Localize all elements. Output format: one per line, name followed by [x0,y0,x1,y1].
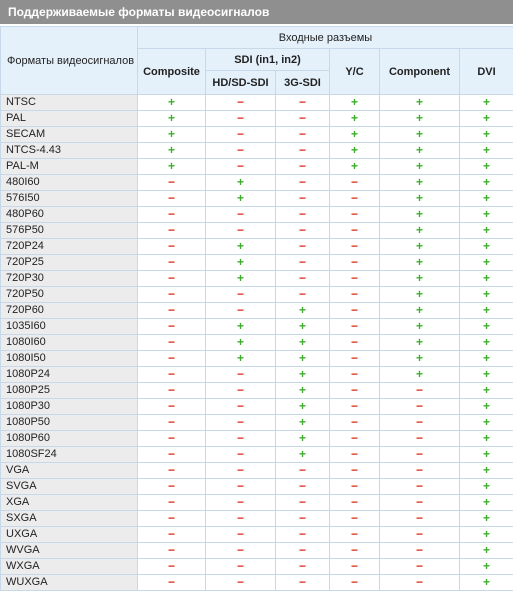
dvi-support-cell: + [460,207,513,223]
format-name: NTSC [1,95,138,111]
hd-sd-sdi-support-cell: − [206,95,276,111]
dvi-support-cell: + [460,287,513,303]
hd-sd-sdi-support-cell: + [206,191,276,207]
table-row [1,207,513,223]
composite-support-cell: − [138,575,206,591]
component-support-cell: + [380,175,460,191]
component-support-cell: + [380,159,460,175]
format-name: WXGA [1,559,138,575]
yc-support-cell: − [330,495,380,511]
input-connectors-header: Входные разъемы [138,27,513,49]
component-support-cell: + [380,335,460,351]
3g-sdi-support-cell: − [276,159,330,175]
component-support-cell: − [380,479,460,495]
dvi-support-cell: + [460,559,513,575]
3g-sdi-support-cell: + [276,303,330,319]
composite-support-cell: − [138,207,206,223]
composite-support-cell: − [138,559,206,575]
component-support-cell: − [380,447,460,463]
table-row [1,255,513,271]
hd-sd-sdi-support-cell: − [206,527,276,543]
format-name: PAL-M [1,159,138,175]
hd-sd-sdi-support-cell: − [206,287,276,303]
3g-sdi-support-cell: + [276,447,330,463]
yc-support-cell: − [330,191,380,207]
dvi-support-cell: + [460,271,513,287]
yc-support-cell: − [330,431,380,447]
composite-header: Composite [138,49,206,95]
component-support-cell: + [380,207,460,223]
dvi-support-cell: + [460,127,513,143]
format-name: SVGA [1,479,138,495]
table-row [1,111,513,127]
composite-support-cell: − [138,463,206,479]
table-row [1,95,513,111]
dvi-support-cell: + [460,543,513,559]
table-row [1,463,513,479]
3g-sdi-support-cell: − [276,111,330,127]
component-support-cell: − [380,399,460,415]
dvi-support-cell: + [460,463,513,479]
hd-sd-sdi-support-cell: + [206,239,276,255]
yc-support-cell: + [330,127,380,143]
hd-sd-sdi-support-cell: − [206,495,276,511]
yc-support-cell: − [330,479,380,495]
format-name: SECAM [1,127,138,143]
yc-support-cell: − [330,239,380,255]
table-row [1,399,513,415]
dvi-support-cell: + [460,495,513,511]
table-body [1,95,513,591]
composite-support-cell: − [138,287,206,303]
hd-sd-sdi-support-cell: − [206,463,276,479]
3g-sdi-support-cell: + [276,319,330,335]
yc-support-cell: − [330,543,380,559]
table-row [1,479,513,495]
format-name: 576I50 [1,191,138,207]
composite-support-cell: − [138,495,206,511]
format-name: 576P50 [1,223,138,239]
3g-sdi-support-cell: − [276,527,330,543]
hd-sd-sdi-support-cell: + [206,271,276,287]
hd-sd-sdi-support-cell: + [206,335,276,351]
hd-sd-sdi-support-cell: − [206,575,276,591]
3g-sdi-header: 3G-SDI [276,71,330,95]
format-name: 1080I60 [1,335,138,351]
component-support-cell: + [380,287,460,303]
hd-sd-sdi-support-cell: − [206,543,276,559]
3g-sdi-support-cell: − [276,255,330,271]
table-row [1,431,513,447]
3g-sdi-support-cell: − [276,223,330,239]
3g-sdi-support-cell: + [276,335,330,351]
format-name: XGA [1,495,138,511]
format-name: 1080I50 [1,351,138,367]
yc-support-cell: − [330,175,380,191]
format-name: 1035I60 [1,319,138,335]
component-support-cell: − [380,511,460,527]
yc-support-cell: − [330,303,380,319]
format-name: 1080SF24 [1,447,138,463]
yc-support-cell: − [330,319,380,335]
hd-sd-sdi-support-cell: − [206,143,276,159]
composite-support-cell: − [138,175,206,191]
composite-support-cell: − [138,543,206,559]
composite-support-cell: − [138,399,206,415]
yc-support-cell: + [330,95,380,111]
format-name: 720P30 [1,271,138,287]
dvi-support-cell: + [460,447,513,463]
table-row [1,447,513,463]
composite-support-cell: − [138,255,206,271]
hd-sd-sdi-support-cell: − [206,559,276,575]
yc-support-cell: − [330,383,380,399]
composite-support-cell: − [138,303,206,319]
composite-support-cell: − [138,239,206,255]
table-row [1,191,513,207]
dvi-support-cell: + [460,511,513,527]
format-name: VGA [1,463,138,479]
dvi-support-cell: + [460,431,513,447]
component-support-cell: − [380,527,460,543]
composite-support-cell: + [138,143,206,159]
dvi-support-cell: + [460,415,513,431]
3g-sdi-support-cell: − [276,495,330,511]
format-name: 480P60 [1,207,138,223]
yc-support-cell: − [330,271,380,287]
format-name: 1080P30 [1,399,138,415]
composite-support-cell: − [138,447,206,463]
component-support-cell: + [380,143,460,159]
yc-support-cell: − [330,207,380,223]
composite-support-cell: − [138,335,206,351]
format-name: 1080P60 [1,431,138,447]
table-row [1,239,513,255]
yc-support-cell: − [330,255,380,271]
yc-support-cell: − [330,399,380,415]
3g-sdi-support-cell: − [276,239,330,255]
3g-sdi-support-cell: − [276,479,330,495]
format-name: NTCS-4.43 [1,143,138,159]
video-formats-table [0,26,513,591]
3g-sdi-support-cell: + [276,383,330,399]
table-row [1,383,513,399]
table-row [1,223,513,239]
hd-sd-sdi-support-cell: − [206,511,276,527]
component-support-cell: + [380,191,460,207]
table-row [1,367,513,383]
dvi-support-cell: + [460,335,513,351]
hd-sd-sdi-support-cell: − [206,415,276,431]
composite-support-cell: − [138,527,206,543]
composite-support-cell: + [138,95,206,111]
format-name: 720P50 [1,287,138,303]
composite-support-cell: − [138,191,206,207]
hd-sd-sdi-support-cell: − [206,303,276,319]
table-row [1,127,513,143]
hd-sd-sdi-support-cell: − [206,447,276,463]
hd-sd-sdi-support-cell: + [206,319,276,335]
component-support-cell: + [380,351,460,367]
dvi-support-cell: + [460,191,513,207]
yc-support-cell: − [330,511,380,527]
hd-sd-sdi-support-cell: − [206,127,276,143]
table-row [1,415,513,431]
format-name: 1080P25 [1,383,138,399]
3g-sdi-support-cell: − [276,559,330,575]
table-row [1,559,513,575]
3g-sdi-support-cell: − [276,207,330,223]
format-name: UXGA [1,527,138,543]
3g-sdi-support-cell: + [276,367,330,383]
hd-sd-sdi-support-cell: + [206,255,276,271]
yc-header: Y/C [330,49,380,95]
component-support-cell: + [380,95,460,111]
component-support-cell: + [380,367,460,383]
dvi-header: DVI [460,49,513,95]
3g-sdi-support-cell: + [276,415,330,431]
composite-support-cell: − [138,319,206,335]
3g-sdi-support-cell: + [276,399,330,415]
3g-sdi-support-cell: − [276,191,330,207]
table-row [1,319,513,335]
component-support-cell: − [380,383,460,399]
component-support-cell: − [380,415,460,431]
3g-sdi-support-cell: − [276,271,330,287]
table-row [1,575,513,591]
yc-support-cell: − [330,447,380,463]
3g-sdi-support-cell: − [276,511,330,527]
hd-sd-sdi-support-cell: + [206,175,276,191]
dvi-support-cell: + [460,383,513,399]
hd-sd-sdi-support-cell: − [206,367,276,383]
dvi-support-cell: + [460,95,513,111]
format-name: PAL [1,111,138,127]
3g-sdi-support-cell: − [276,463,330,479]
format-name: WUXGA [1,575,138,591]
dvi-support-cell: + [460,239,513,255]
table-row [1,527,513,543]
format-name: 1080P50 [1,415,138,431]
composite-support-cell: − [138,351,206,367]
composite-support-cell: − [138,383,206,399]
component-support-cell: − [380,463,460,479]
format-name: 720P24 [1,239,138,255]
table-row [1,159,513,175]
dvi-support-cell: + [460,575,513,591]
yc-support-cell: + [330,159,380,175]
3g-sdi-support-cell: + [276,351,330,367]
hd-sd-sdi-support-cell: − [206,111,276,127]
table-row [1,175,513,191]
component-support-cell: + [380,319,460,335]
3g-sdi-support-cell: − [276,287,330,303]
hd-sd-sdi-support-cell: − [206,479,276,495]
table-row [1,495,513,511]
format-name: WVGA [1,543,138,559]
hd-sd-sdi-support-cell: − [206,431,276,447]
format-name: 480I60 [1,175,138,191]
composite-support-cell: − [138,479,206,495]
composite-support-cell: − [138,271,206,287]
hd-sd-sdi-support-cell: + [206,351,276,367]
composite-support-cell: + [138,159,206,175]
component-support-cell: + [380,223,460,239]
dvi-support-cell: + [460,255,513,271]
component-support-cell: − [380,431,460,447]
dvi-support-cell: + [460,303,513,319]
component-support-cell: − [380,559,460,575]
dvi-support-cell: + [460,223,513,239]
table-row [1,351,513,367]
dvi-support-cell: + [460,111,513,127]
3g-sdi-support-cell: − [276,575,330,591]
hd-sd-sdi-header: HD/SD-SDI [206,71,276,95]
yc-support-cell: − [330,335,380,351]
3g-sdi-support-cell: − [276,143,330,159]
composite-support-cell: − [138,223,206,239]
component-support-cell: + [380,255,460,271]
sdi-header: SDI (in1, in2) [206,49,330,71]
component-support-cell: + [380,111,460,127]
hd-sd-sdi-support-cell: − [206,159,276,175]
table-row [1,143,513,159]
yc-support-cell: − [330,575,380,591]
hd-sd-sdi-support-cell: − [206,383,276,399]
component-support-cell: − [380,575,460,591]
dvi-support-cell: + [460,367,513,383]
yc-support-cell: − [330,287,380,303]
3g-sdi-support-cell: + [276,431,330,447]
dvi-support-cell: + [460,351,513,367]
yc-support-cell: − [330,463,380,479]
table-row [1,271,513,287]
yc-support-cell: − [330,527,380,543]
dvi-support-cell: + [460,527,513,543]
dvi-support-cell: + [460,399,513,415]
component-support-cell: − [380,543,460,559]
3g-sdi-support-cell: − [276,543,330,559]
3g-sdi-support-cell: − [276,95,330,111]
dvi-support-cell: + [460,479,513,495]
format-name: 720P25 [1,255,138,271]
composite-support-cell: + [138,111,206,127]
component-support-cell: − [380,495,460,511]
table-title: Поддерживаемые форматы видеосигналов [0,0,513,24]
component-support-cell: + [380,303,460,319]
yc-support-cell: − [330,415,380,431]
yc-support-cell: + [330,143,380,159]
3g-sdi-support-cell: − [276,175,330,191]
component-support-cell: + [380,271,460,287]
hd-sd-sdi-support-cell: − [206,399,276,415]
hd-sd-sdi-support-cell: − [206,223,276,239]
composite-support-cell: − [138,415,206,431]
yc-support-cell: − [330,351,380,367]
table-row [1,287,513,303]
format-name: SXGA [1,511,138,527]
composite-support-cell: − [138,367,206,383]
format-name: 720P60 [1,303,138,319]
yc-support-cell: − [330,223,380,239]
dvi-support-cell: + [460,143,513,159]
formats-column-header: Форматы видеосигналов [1,27,138,95]
3g-sdi-support-cell: − [276,127,330,143]
yc-support-cell: − [330,367,380,383]
yc-support-cell: − [330,559,380,575]
dvi-support-cell: + [460,159,513,175]
component-support-cell: + [380,127,460,143]
table-row [1,303,513,319]
dvi-support-cell: + [460,319,513,335]
yc-support-cell: + [330,111,380,127]
component-support-cell: + [380,239,460,255]
dvi-support-cell: + [460,175,513,191]
table-row [1,543,513,559]
table-row [1,511,513,527]
hd-sd-sdi-support-cell: − [206,207,276,223]
component-header: Component [380,49,460,95]
table-row [1,335,513,351]
composite-support-cell: − [138,431,206,447]
format-name: 1080P24 [1,367,138,383]
composite-support-cell: − [138,511,206,527]
composite-support-cell: + [138,127,206,143]
